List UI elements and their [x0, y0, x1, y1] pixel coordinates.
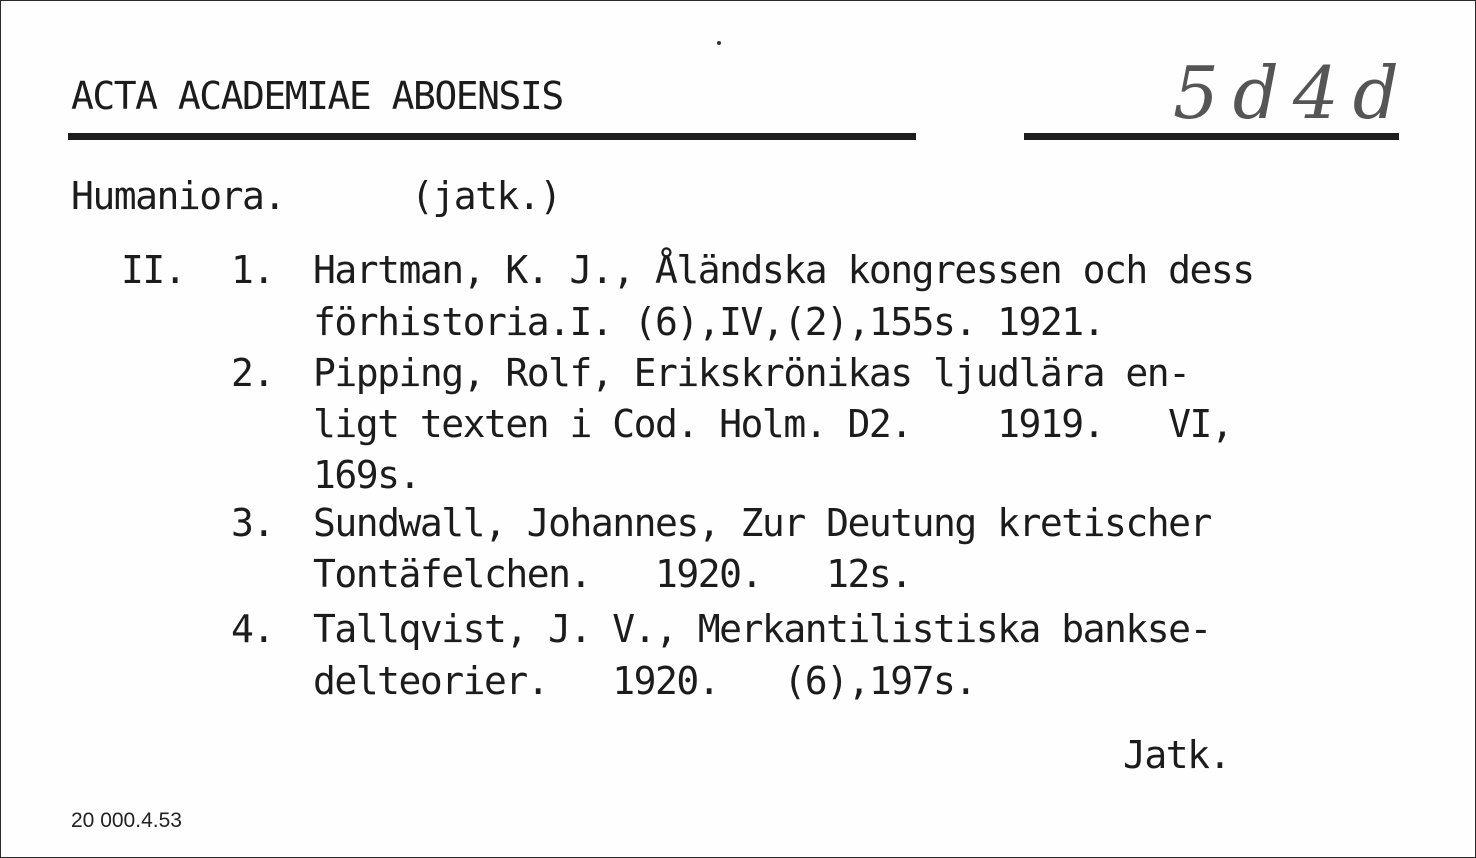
entry-number: 4.: [231, 607, 274, 651]
volume-number: II.: [121, 248, 186, 292]
entry-number: 3.: [231, 501, 274, 545]
entry-number: 2.: [231, 351, 274, 395]
entry-line: ligt texten i Cod. Holm. D2. 1919. VI,: [313, 402, 1233, 446]
entry-line: 169s.: [313, 453, 420, 497]
series-title: Humaniora.: [71, 174, 285, 218]
header-underline: [68, 133, 916, 140]
continued-footer: Jatk.: [1123, 733, 1230, 777]
entry-line: Tontäfelchen. 1920. 12s.: [313, 552, 912, 596]
entry-line: Sundwall, Johannes, Zur Deutung kretischer: [313, 501, 1211, 545]
print-code: 20 000.4.53: [71, 809, 182, 832]
continued-note: (jatk.): [411, 174, 561, 218]
shelfmark-handwritten: 5d4d: [1173, 51, 1413, 135]
entry-line: delteorier. 1920. (6),197s.: [313, 659, 976, 703]
entry-line: förhistoria.I. (6),IV,(2),155s. 1921.: [313, 300, 1104, 344]
card-header: ACTA ACADEMIAE ABOENSIS: [71, 74, 563, 118]
entry-line: Pipping, Rolf, Erikskrönikas ljudlära en-: [313, 351, 1190, 395]
entry-line: Hartman, K. J., Åländska kongressen och dess: [313, 248, 1254, 292]
entry-number: 1.: [231, 248, 274, 292]
ink-speck: [717, 41, 721, 45]
entry-line: Tallqvist, J. V., Merkantilistiska bankse-: [313, 607, 1211, 651]
